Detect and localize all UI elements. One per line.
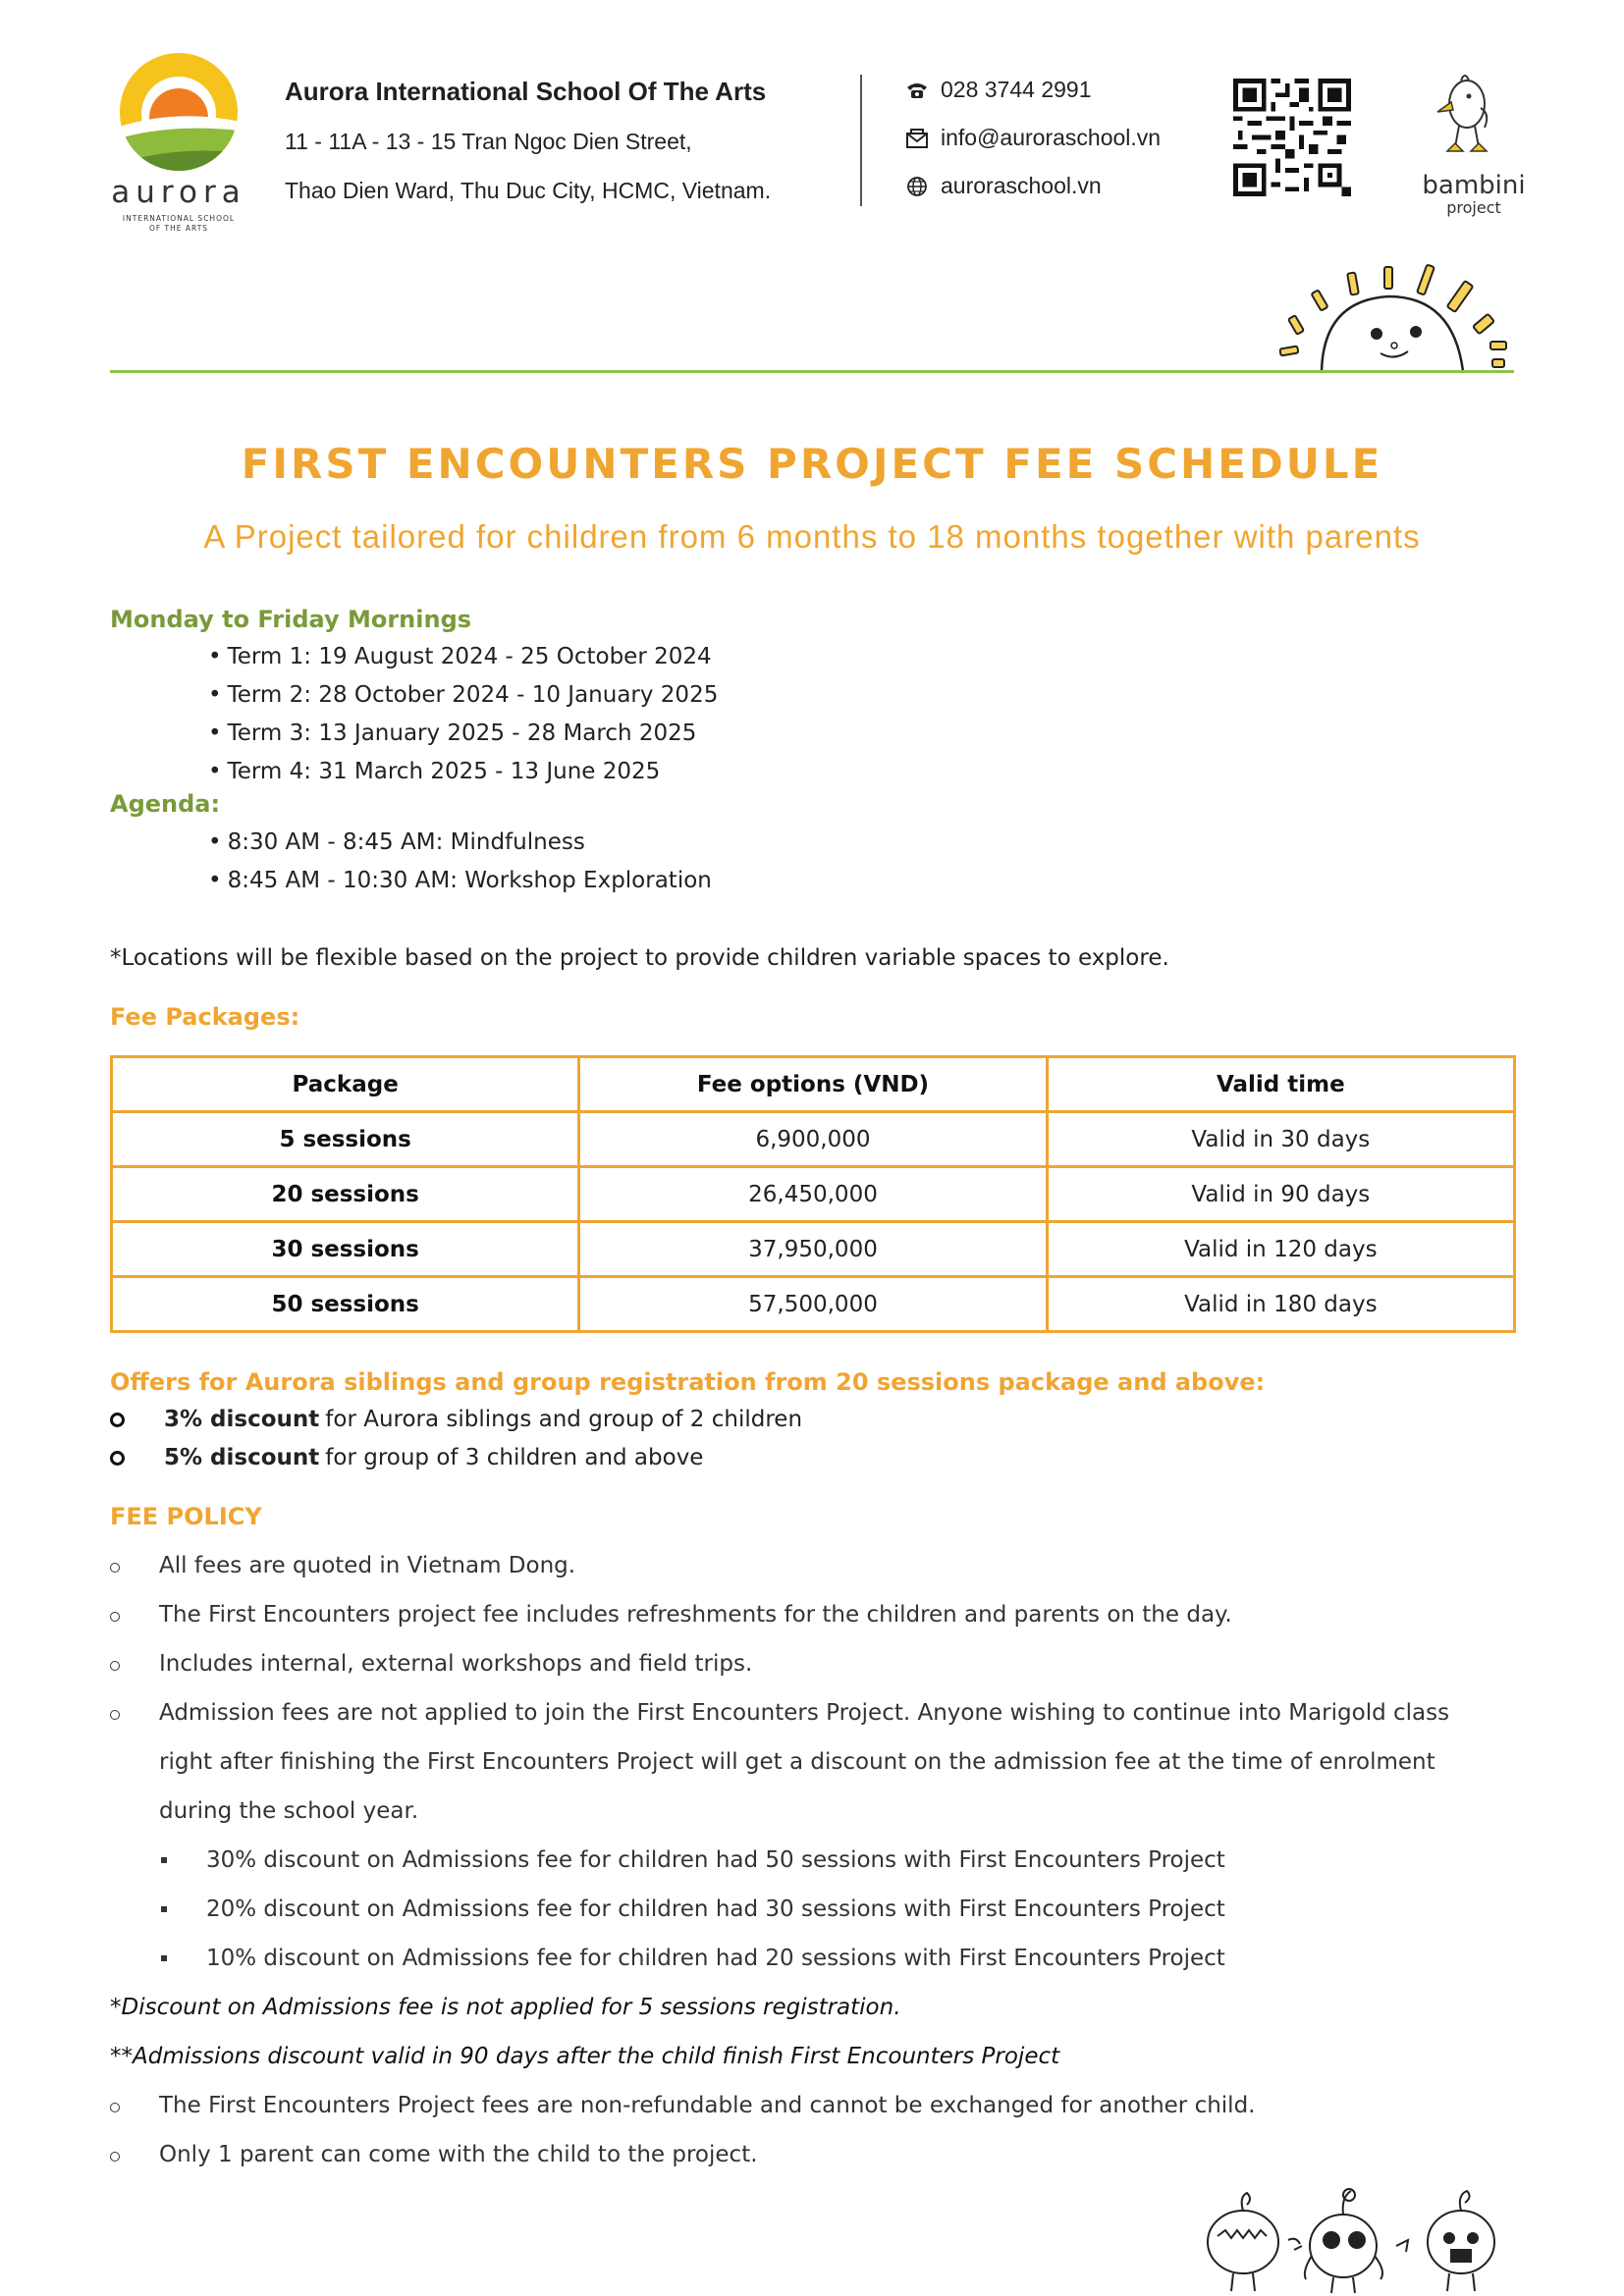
square-bullet-icon [161, 1955, 167, 1961]
page-subtitle: A Project tailored for children from 6 months to 18 months together with parents [203, 518, 1421, 555]
agenda-item: • 8:45 AM - 10:30 AM: Workshop Exploration [208, 868, 712, 893]
square-bullet-icon [161, 1906, 167, 1912]
policy-item [110, 1602, 1475, 1639]
fee-cell: 6,900,000 [579, 1112, 1047, 1167]
offer-item [110, 1445, 703, 1470]
phone-number: 028 3744 2991 [941, 77, 1092, 102]
policy-note: *Discount on Admissions fee is not applied for 5 sessions registration. [110, 1995, 901, 2020]
phone-contact[interactable] [905, 77, 1092, 103]
policy-sub-item [161, 1847, 1225, 1873]
valid-cell: Valid in 30 days [1047, 1112, 1514, 1167]
term-item: • Term 4: 31 March 2025 - 13 June 2025 [208, 759, 661, 784]
logo-subtitle-line-2: OF THE ARTS [148, 224, 209, 233]
policy-text: All fees are quoted in Vietnam Dong. [159, 1553, 576, 1578]
term-text: Term 4: 31 March 2025 - 13 June 2025 [227, 759, 661, 784]
policy-item [110, 1700, 1475, 1836]
policy-item [110, 1651, 1475, 1688]
term-item: • Term 1: 19 August 2024 - 25 October 2024 [208, 644, 712, 669]
term-text: Term 2: 28 October 2024 - 10 January 2025 [227, 682, 719, 708]
table-row [112, 1167, 1515, 1222]
offer-item [110, 1407, 802, 1432]
policy-text: The First Encounters project fee includes refreshments for the children and parents on the day. [159, 1602, 1232, 1628]
schedule-heading: Monday to Friday Mornings [110, 606, 472, 633]
table-row [112, 1277, 1515, 1332]
policy-item [110, 1553, 1475, 1590]
agenda-heading: Agenda: [110, 790, 221, 818]
logo-subtitle [102, 214, 255, 234]
offer-text: for Aurora siblings and group of 2 children [325, 1407, 803, 1432]
email-contact[interactable] [905, 125, 1161, 151]
term-text: Term 1: 19 August 2024 - 25 October 2024 [227, 644, 712, 669]
offer-text: for group of 3 children and above [325, 1445, 704, 1470]
sun-doodle-icon [1278, 263, 1514, 373]
fee-packages-heading: Fee Packages: [110, 1003, 300, 1031]
email-icon [905, 127, 929, 150]
fee-cell: 57,500,000 [579, 1277, 1047, 1332]
address-line-1: 11 - 11A - 13 - 15 Tran Ngoc Dien Street, [285, 129, 692, 154]
website-contact[interactable] [905, 173, 1102, 199]
bullet-icon [110, 1563, 120, 1573]
valid-cell: Valid in 120 days [1047, 1222, 1514, 1277]
package-cell: 5 sessions [112, 1112, 579, 1167]
column-header-valid: Valid time [1047, 1057, 1514, 1112]
logo-subtitle-line-1: INTERNATIONAL SCHOOL [122, 214, 236, 223]
policy-text: Only 1 parent can come with the child to the project. [159, 2142, 758, 2167]
fee-cell: 37,950,000 [579, 1222, 1047, 1277]
policy-sub-text: 30% discount on Admissions fee for children had 50 sessions with First Encounters Project [206, 1847, 1225, 1873]
offers-heading: Offers for Aurora siblings and group registration from 20 sessions package and above: [110, 1368, 1266, 1396]
package-cell: 30 sessions [112, 1222, 579, 1277]
valid-cell: Valid in 90 days [1047, 1167, 1514, 1222]
header-rule [110, 370, 1514, 373]
page-title: FIRST ENCOUNTERS PROJECT FEE SCHEDULE [241, 440, 1383, 488]
offer-discount: 5% discount [164, 1445, 320, 1470]
bullet-icon [110, 2152, 120, 2162]
policy-note: **Admissions discount valid in 90 days after the child finish First Encounters Project [110, 2044, 1060, 2069]
agenda-item: • 8:30 AM - 8:45 AM: Mindfulness [208, 829, 585, 855]
policy-sub-item [161, 1946, 1225, 1971]
fee-policy-heading: FEE POLICY [110, 1503, 262, 1530]
term-text: Term 3: 13 January 2025 - 28 March 2025 [227, 721, 697, 746]
square-bullet-icon [161, 1857, 167, 1863]
table-row [112, 1112, 1515, 1167]
school-name: Aurora International School Of The Arts [285, 77, 767, 106]
policy-sub-text: 20% discount on Admissions fee for children had 30 sessions with First Encounters Project [206, 1896, 1225, 1922]
agenda-text: 8:45 AM - 10:30 AM: Workshop Exploration [227, 868, 712, 893]
characters-doodle-icon [1204, 2181, 1514, 2296]
bullet-icon [110, 1451, 125, 1466]
bullet-icon [110, 1612, 120, 1622]
offer-discount: 3% discount [164, 1407, 320, 1432]
term-item: • Term 3: 13 January 2025 - 28 March 2025 [208, 721, 697, 746]
valid-cell: Valid in 180 days [1047, 1277, 1514, 1332]
column-header-package: Package [112, 1057, 579, 1112]
bullet-icon [110, 1413, 125, 1427]
policy-text: Admission fees are not applied to join the First Encounters Project. Anyone wishing to continue into Marigold class right after finishing the First Encounters Project will get a discount on the admission fee at the time of enrolment during the school year. [159, 1700, 1450, 1824]
qr-code-icon[interactable] [1233, 79, 1351, 196]
fee-table [110, 1055, 1516, 1333]
table-header-row [112, 1057, 1515, 1112]
agenda-text: 8:30 AM - 8:45 AM: Mindfulness [227, 829, 585, 855]
logo-wordmark: aurora [111, 175, 246, 210]
fee-cell: 26,450,000 [579, 1167, 1047, 1222]
package-cell: 20 sessions [112, 1167, 579, 1222]
header-divider [860, 75, 862, 206]
address-line-2: Thao Dien Ward, Thu Duc City, HCMC, Vietnam. [285, 178, 772, 203]
location-note: *Locations will be flexible based on the project to provide children variable spaces to explore. [110, 945, 1169, 971]
policy-text: Includes internal, external workshops and field trips. [159, 1651, 753, 1677]
bullet-icon [110, 1710, 120, 1720]
table-row [112, 1222, 1515, 1277]
bullet-icon [110, 1661, 120, 1671]
globe-icon [905, 175, 929, 198]
website-url: auroraschool.vn [941, 173, 1102, 198]
bambini-subtitle: project [1446, 198, 1501, 217]
bambini-wordmark: bambini [1422, 171, 1526, 200]
package-cell: 50 sessions [112, 1277, 579, 1332]
phone-icon [905, 79, 929, 102]
policy-item [110, 2142, 1475, 2179]
policy-item [110, 2093, 1475, 2130]
policy-sub-text: 10% discount on Admissions fee for children had 20 sessions with First Encounters Project [206, 1946, 1225, 1971]
policy-text: The First Encounters Project fees are non-refundable and cannot be exchanged for another child. [159, 2093, 1256, 2118]
email-address: info@auroraschool.vn [941, 125, 1162, 150]
column-header-fee: Fee options (VND) [579, 1057, 1047, 1112]
policy-sub-item [161, 1896, 1225, 1922]
term-item: • Term 2: 28 October 2024 - 10 January 2025 [208, 682, 719, 708]
bullet-icon [110, 2103, 120, 2112]
